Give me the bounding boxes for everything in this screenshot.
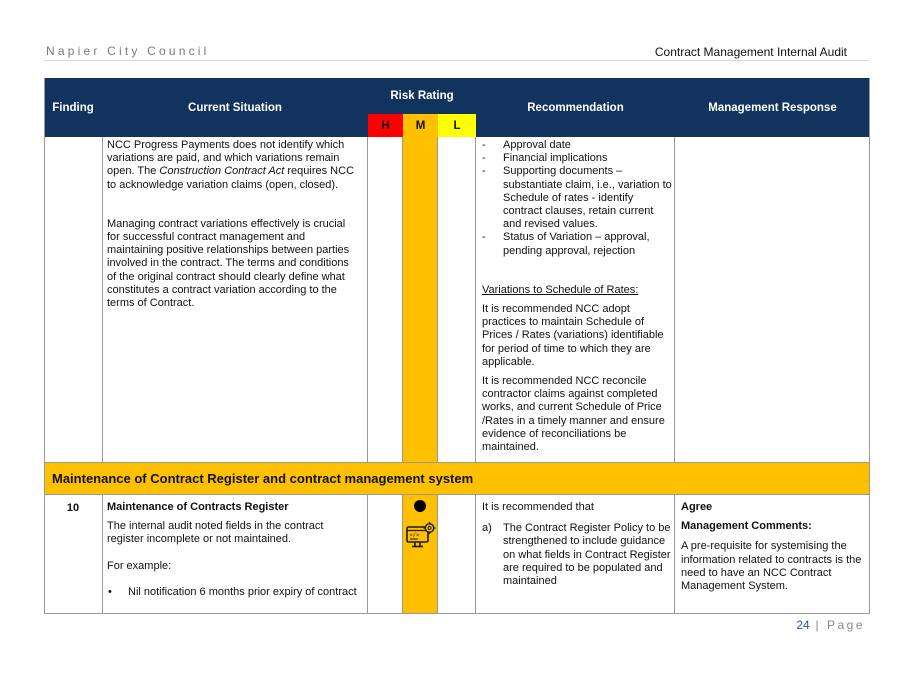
risk-medium-indicator-row1: [403, 137, 438, 463]
col-header-management-response: Management Response: [675, 78, 870, 137]
finding-number: 10: [66, 502, 80, 514]
risk-header-medium: M: [403, 114, 438, 137]
header-divider: [44, 60, 869, 61]
col-header-finding: Finding: [44, 78, 102, 137]
risk-medium-indicator-row2: [403, 494, 438, 614]
col-header-recommendation: Recommendation: [476, 78, 675, 137]
header-org-name: Napier City Council: [46, 44, 210, 58]
current-situation-row2: Maintenance of Contracts Register The internal audit noted fields in the contract register incomplete or not maintained. For example: • Nil notification 6 months prior expiry of contract: [107, 501, 361, 599]
variations-heading: Variations to Schedule of Rates:: [482, 283, 639, 296]
code-settings-icon: [405, 520, 437, 552]
list-item: - Approval date: [482, 139, 672, 152]
list-item: • Nil notification 6 months prior expiry of contract: [108, 585, 357, 598]
current-situation-row1: NCC Progress Payments does not identify which variations are paid, and which variations remain open. The Construction Contract Act requires NCC to acknowledge variation claims (open, closed). Managing contract variations effectively is crucial for successful contract management and maintaining positive relationships between parties involved in the contract. The terms and conditions of the original contract should clearly define what constitutes a contract variation according to the terms of Contract.: [107, 139, 355, 310]
list-item: - Status of Variation – approval, pending approval, rejection: [482, 231, 672, 257]
recommendation-row1: - Approval date - Financial implications - Supporting documents – substantiate claim, i.e., variation to Schedule of rates - identify contract clauses, retain current and revised values. - Status of Variation – approval, pending approval, rejection Variations to Schedule of Rates: It is recommended NCC adopt practices to maintain Schedule of Prices / Rates (variations) identifiable for period of time to which they are applicable. It is recommended NCC reconcile contractor claims against completed works, and current Schedule of Price /Rates in a timely manner and ensure evidence of reconciliations be maintained.: [482, 139, 672, 454]
recommendation-dash-list: [482, 139, 672, 258]
list-item: - Financial implications: [482, 152, 672, 165]
col-header-risk-rating: Risk Rating: [368, 78, 476, 114]
page-number: 24: [796, 618, 810, 632]
recommendation-row2: It is recommended that a) The Contract Register Policy to be strengthened to include guidance on what fields in Contract Register are required to be populated and maintained: [482, 501, 671, 588]
list-item: - Supporting documents – substantiate claim, i.e., variation to Schedule of rates - identify contract clauses, retain current and revised values.: [482, 165, 672, 231]
risk-dot-icon: [414, 500, 426, 512]
findings-table: [44, 78, 870, 614]
col-header-current-situation: Current Situation: [102, 78, 368, 137]
page-footer: [796, 618, 865, 632]
risk-header-low: L: [438, 114, 476, 137]
risk-header-high: H: [368, 114, 403, 137]
management-response-row2: Agree Management Comments: A pre-requisite for systemising the information related to contracts is the need to have an NCC Contract Management System.: [681, 501, 862, 593]
section-title: Maintenance of Contract Register and contract management system: [44, 463, 870, 494]
header-document-title: Contract Management Internal Audit: [654, 45, 847, 59]
list-item: a) The Contract Register Policy to be strengthened to include guidance on what fields in Contract Register are required to be populated and maintained: [482, 522, 671, 588]
svg-text:</>: </>: [409, 532, 420, 539]
bullet-icon: •: [108, 585, 112, 598]
page-label: | Page: [815, 618, 865, 632]
